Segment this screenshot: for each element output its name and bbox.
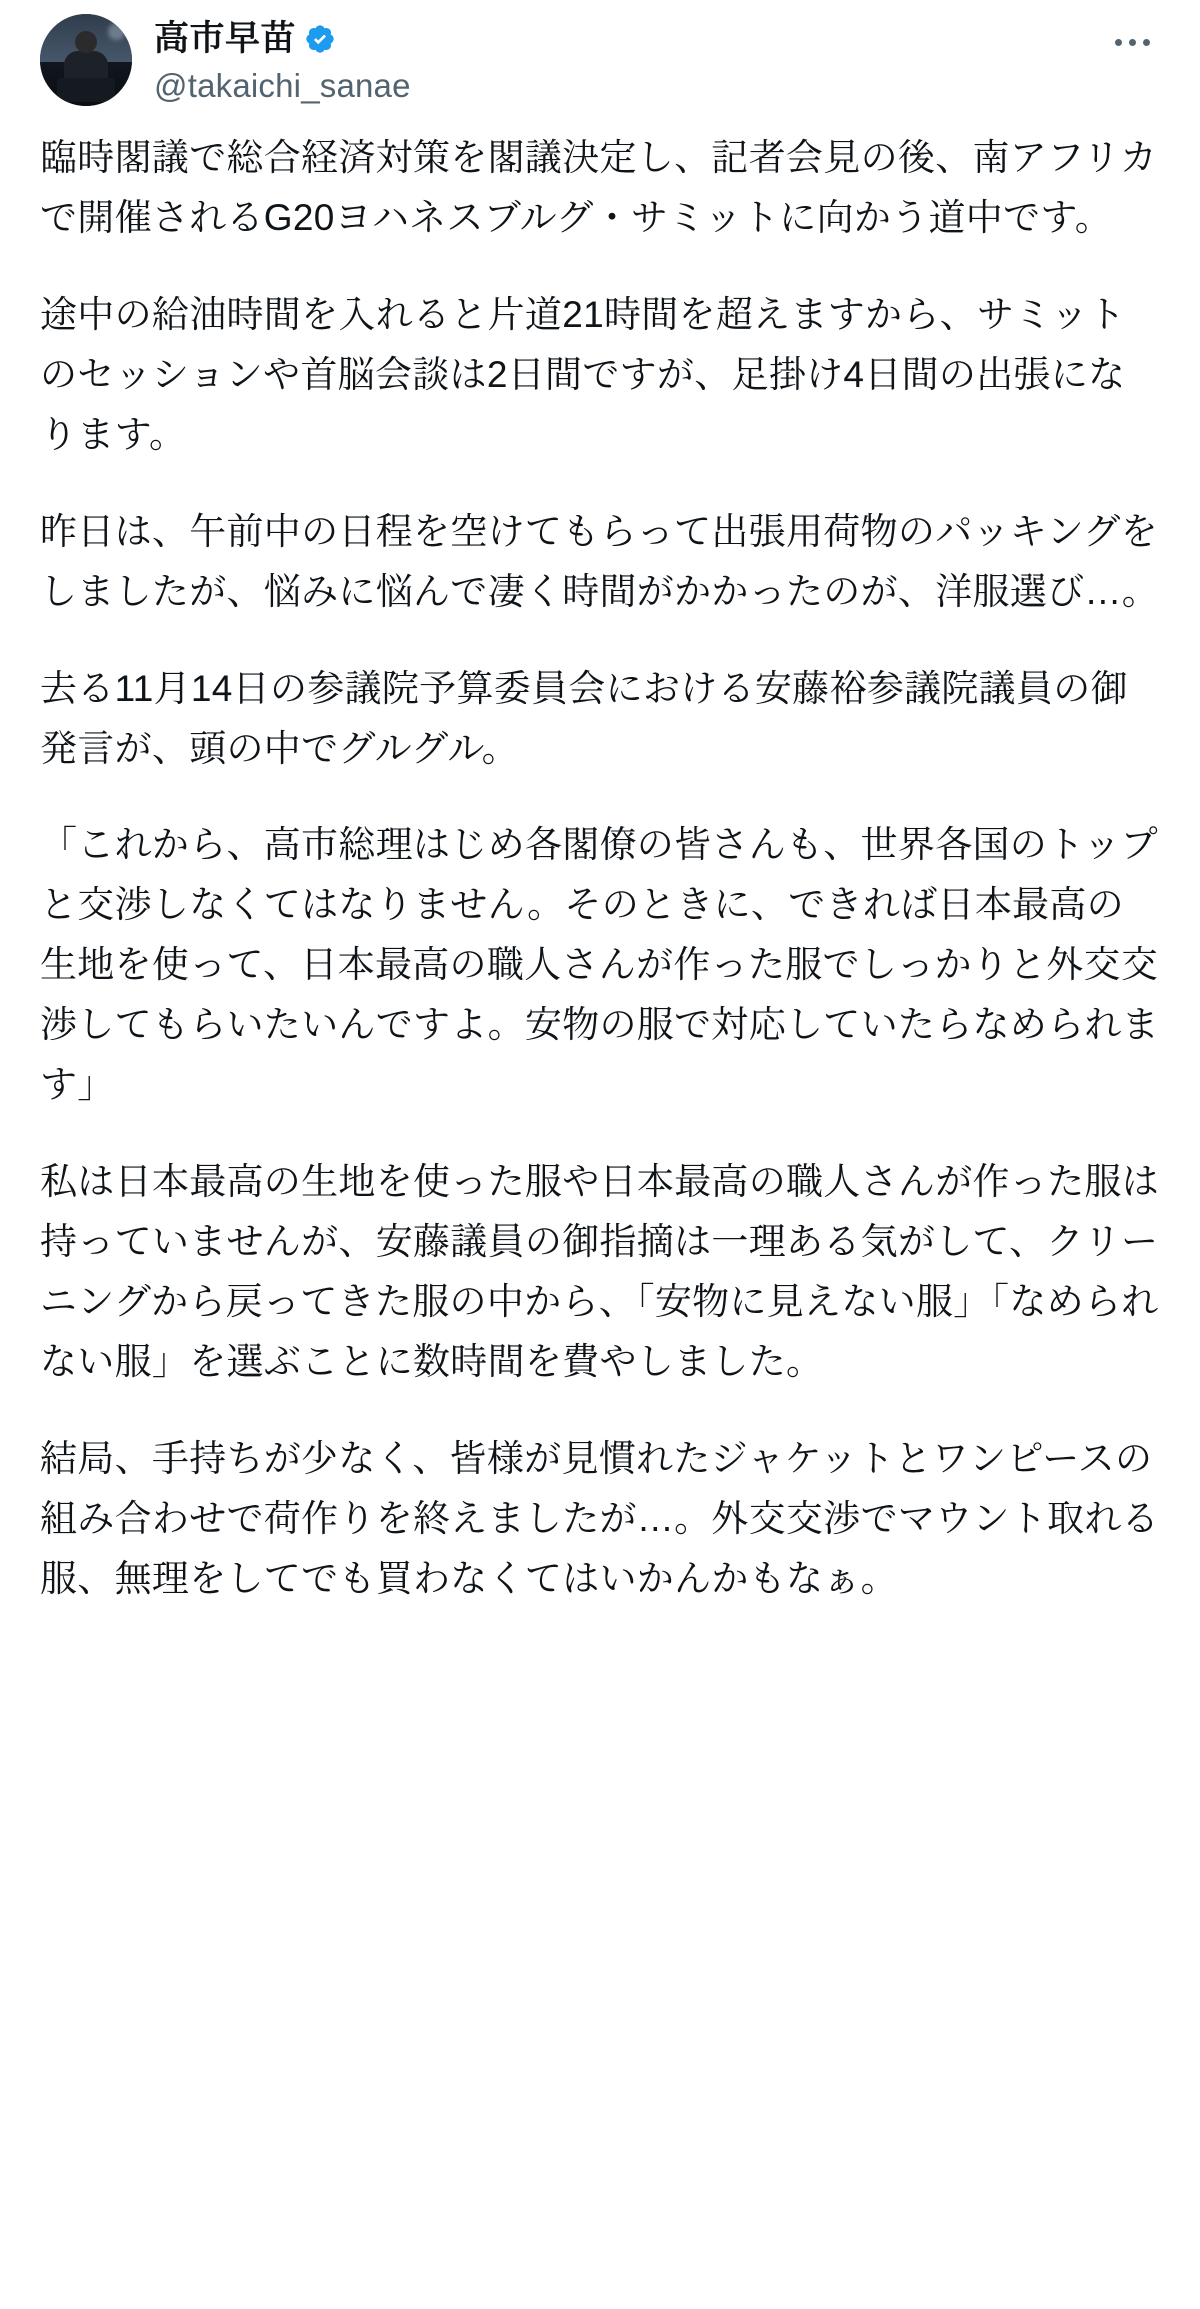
more-dot-3: [1143, 39, 1150, 46]
more-dot-1: [1115, 39, 1122, 46]
post-paragraph: 結局、手持ちが少なく、皆様が見慣れたジャケットとワンピースの組み合わせで荷作りを終えましたが…。外交交渉でマウント取れる服、無理をしてでも買わなくてはいかんかもなぁ。: [40, 1437, 1159, 1599]
post-paragraph: 「これから、高市総理はじめ各閣僚の皆さんも、世界各国のトップと交渉しなくてはなりません。そのときに、できれば日本最高の生地を使って、日本最高の職人さんが作った服でしっかりと外交交渉してもらいたいんですよ。安物の服で対応していたらなめられます」: [40, 824, 1159, 1106]
avatar[interactable]: [40, 14, 132, 106]
more-dot-2: [1129, 39, 1136, 46]
more-options-icon[interactable]: [1104, 22, 1160, 62]
avatar-light-glow: [108, 23, 125, 40]
post-body: [0, 106, 1200, 1639]
author-name-row: [154, 18, 1104, 60]
post-paragraph: 去る11月14日の参議院予算委員会における安藤裕参議院議員の御発言が、頭の中でグルグル。: [40, 667, 1128, 769]
author-handle: @takaichi_sanae: [154, 67, 411, 104]
post-paragraph: 臨時閣議で総合経済対策を閣議決定し、記者会見の後、南アフリカで開催されるG20ヨハネスブルグ・サミットに向かう道中です。: [40, 137, 1158, 238]
verified-badge-icon: [304, 23, 336, 55]
post-paragraph: 私は日本最高の生地を使った服や日本最高の職人さんが作った服は持っていませんが、安藤議員の御指摘は一理ある気がして、クリーニングから戻ってきた服の中から、「安物に見えない服」「なめられない服」を選ぶことに数時間を費やしました。: [40, 1161, 1159, 1382]
avatar-person-head: [75, 31, 97, 53]
author-identity: [154, 14, 1104, 106]
avatar-podium: [57, 78, 116, 102]
author-display-name: 高市早苗: [154, 19, 297, 58]
post-paragraph: 途中の給油時間を入れると片道21時間を超えますから、サミットのセッションや首脳会談は2日間ですが、足掛け4日間の出張になります。: [40, 293, 1126, 455]
post-paragraph: 昨日は、午前中の日程を空けてもらって出張用荷物のパッキングをしましたが、悩みに悩んで凄く時間がかかったのが、洋服選び…。: [40, 510, 1159, 612]
post-header: [0, 0, 1200, 106]
